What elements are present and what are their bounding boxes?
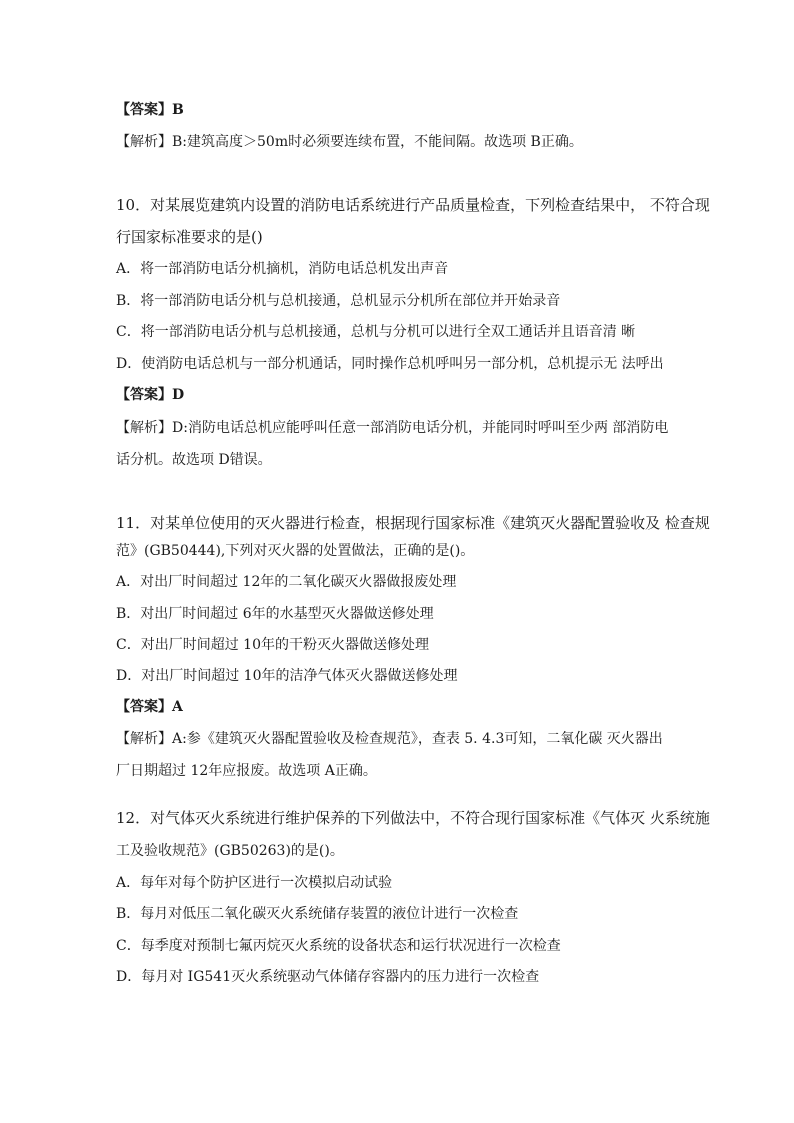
question-11-option-a: A．对出厂时间超过 12年的二氧化碳灭火器做报废处理 — [116, 574, 457, 590]
answer-label: 【答案】D — [116, 387, 185, 403]
answer-label: 【答案】A — [116, 699, 183, 715]
question-10-option-d: D．使消防电话总机与一部分机通话，同时操作总机呼叫另一部分机，总机提示无 法呼出 — [116, 356, 664, 372]
question-11-text: 11．对某单位使用的灭火器进行检查，根据现行国家标准《建筑灭火器配置验收及 检查规 — [116, 514, 710, 532]
question-10-text-cont: 行国家标准要求的是() — [116, 228, 263, 246]
question-10-option-b: B．将一部消防电话分机与总机接通，总机显示分机所在部位并开始录音 — [116, 293, 561, 309]
analysis-text-cont: 厂日期超过 12年应报废。故选项 A正确。 — [116, 763, 377, 779]
question-10-option-a: A．将一部消防电话分机摘机，消防电话总机发出声音 — [116, 261, 449, 277]
question-12-option-b: B．每月对低压二氧化碳灭火系统储存装置的液位计进行一次检查 — [116, 906, 519, 922]
analysis-text-cont: 话分机。故选项 D错误。 — [116, 452, 272, 468]
question-12-text-cont: 工及验收规范》(GB50263)的是()。 — [116, 843, 344, 859]
question-12-option-d: D．每月对 IG541灭火系统驱动气体储存容器内的压力进行一次检查 — [116, 969, 540, 985]
question-11-option-b: B．对出厂时间超过 6年的水基型灭火器做送修处理 — [116, 606, 434, 622]
question-12-option-a: A．每年对每个防护区进行一次模拟启动试验 — [116, 875, 393, 891]
question-10-text: 10．对某展览建筑内设置的消防电话系统进行产品质量检查，下列检查结果中， 不符合现 — [116, 196, 710, 214]
analysis-text: 【解析】B:建筑高度＞50m时必须要连续布置，不能间隔。故选项 B正确。 — [116, 134, 583, 150]
question-12-option-c: C．每季度对预制七氟丙烷灭火系统的设备状态和运行状况进行一次检查 — [116, 938, 561, 954]
answer-label: 【答案】B — [116, 102, 184, 118]
question-10-option-c: C．将一部消防电话分机与总机接通，总机与分机可以进行全双工通话并且语音清 晰 — [116, 324, 636, 340]
question-11-option-c: C．对出厂时间超过 10年的干粉灭火器做送修处理 — [116, 637, 429, 653]
question-11-option-d: D．对出厂时间超过 10年的洁净气体灭火器做送修处理 — [116, 668, 458, 684]
question-11-text-cont: 范》(GB50444),下列对灭火器的处置做法，正确的是()。 — [116, 543, 475, 559]
analysis-text: 【解析】A:参《建筑灭火器配置验收及检查规范》，查表 5. 4.3可知，二氧化碳 灭火器出 — [116, 731, 663, 747]
analysis-text: 【解析】D:消防电话总机应能呼叫任意一部消防电话分机，并能同时呼叫至少两 部消防电 — [116, 420, 669, 436]
question-12-text: 12．对气体灭火系统进行维护保养的下列做法中，不符合现行国家标准《气体灭 火系统施 — [116, 809, 710, 827]
